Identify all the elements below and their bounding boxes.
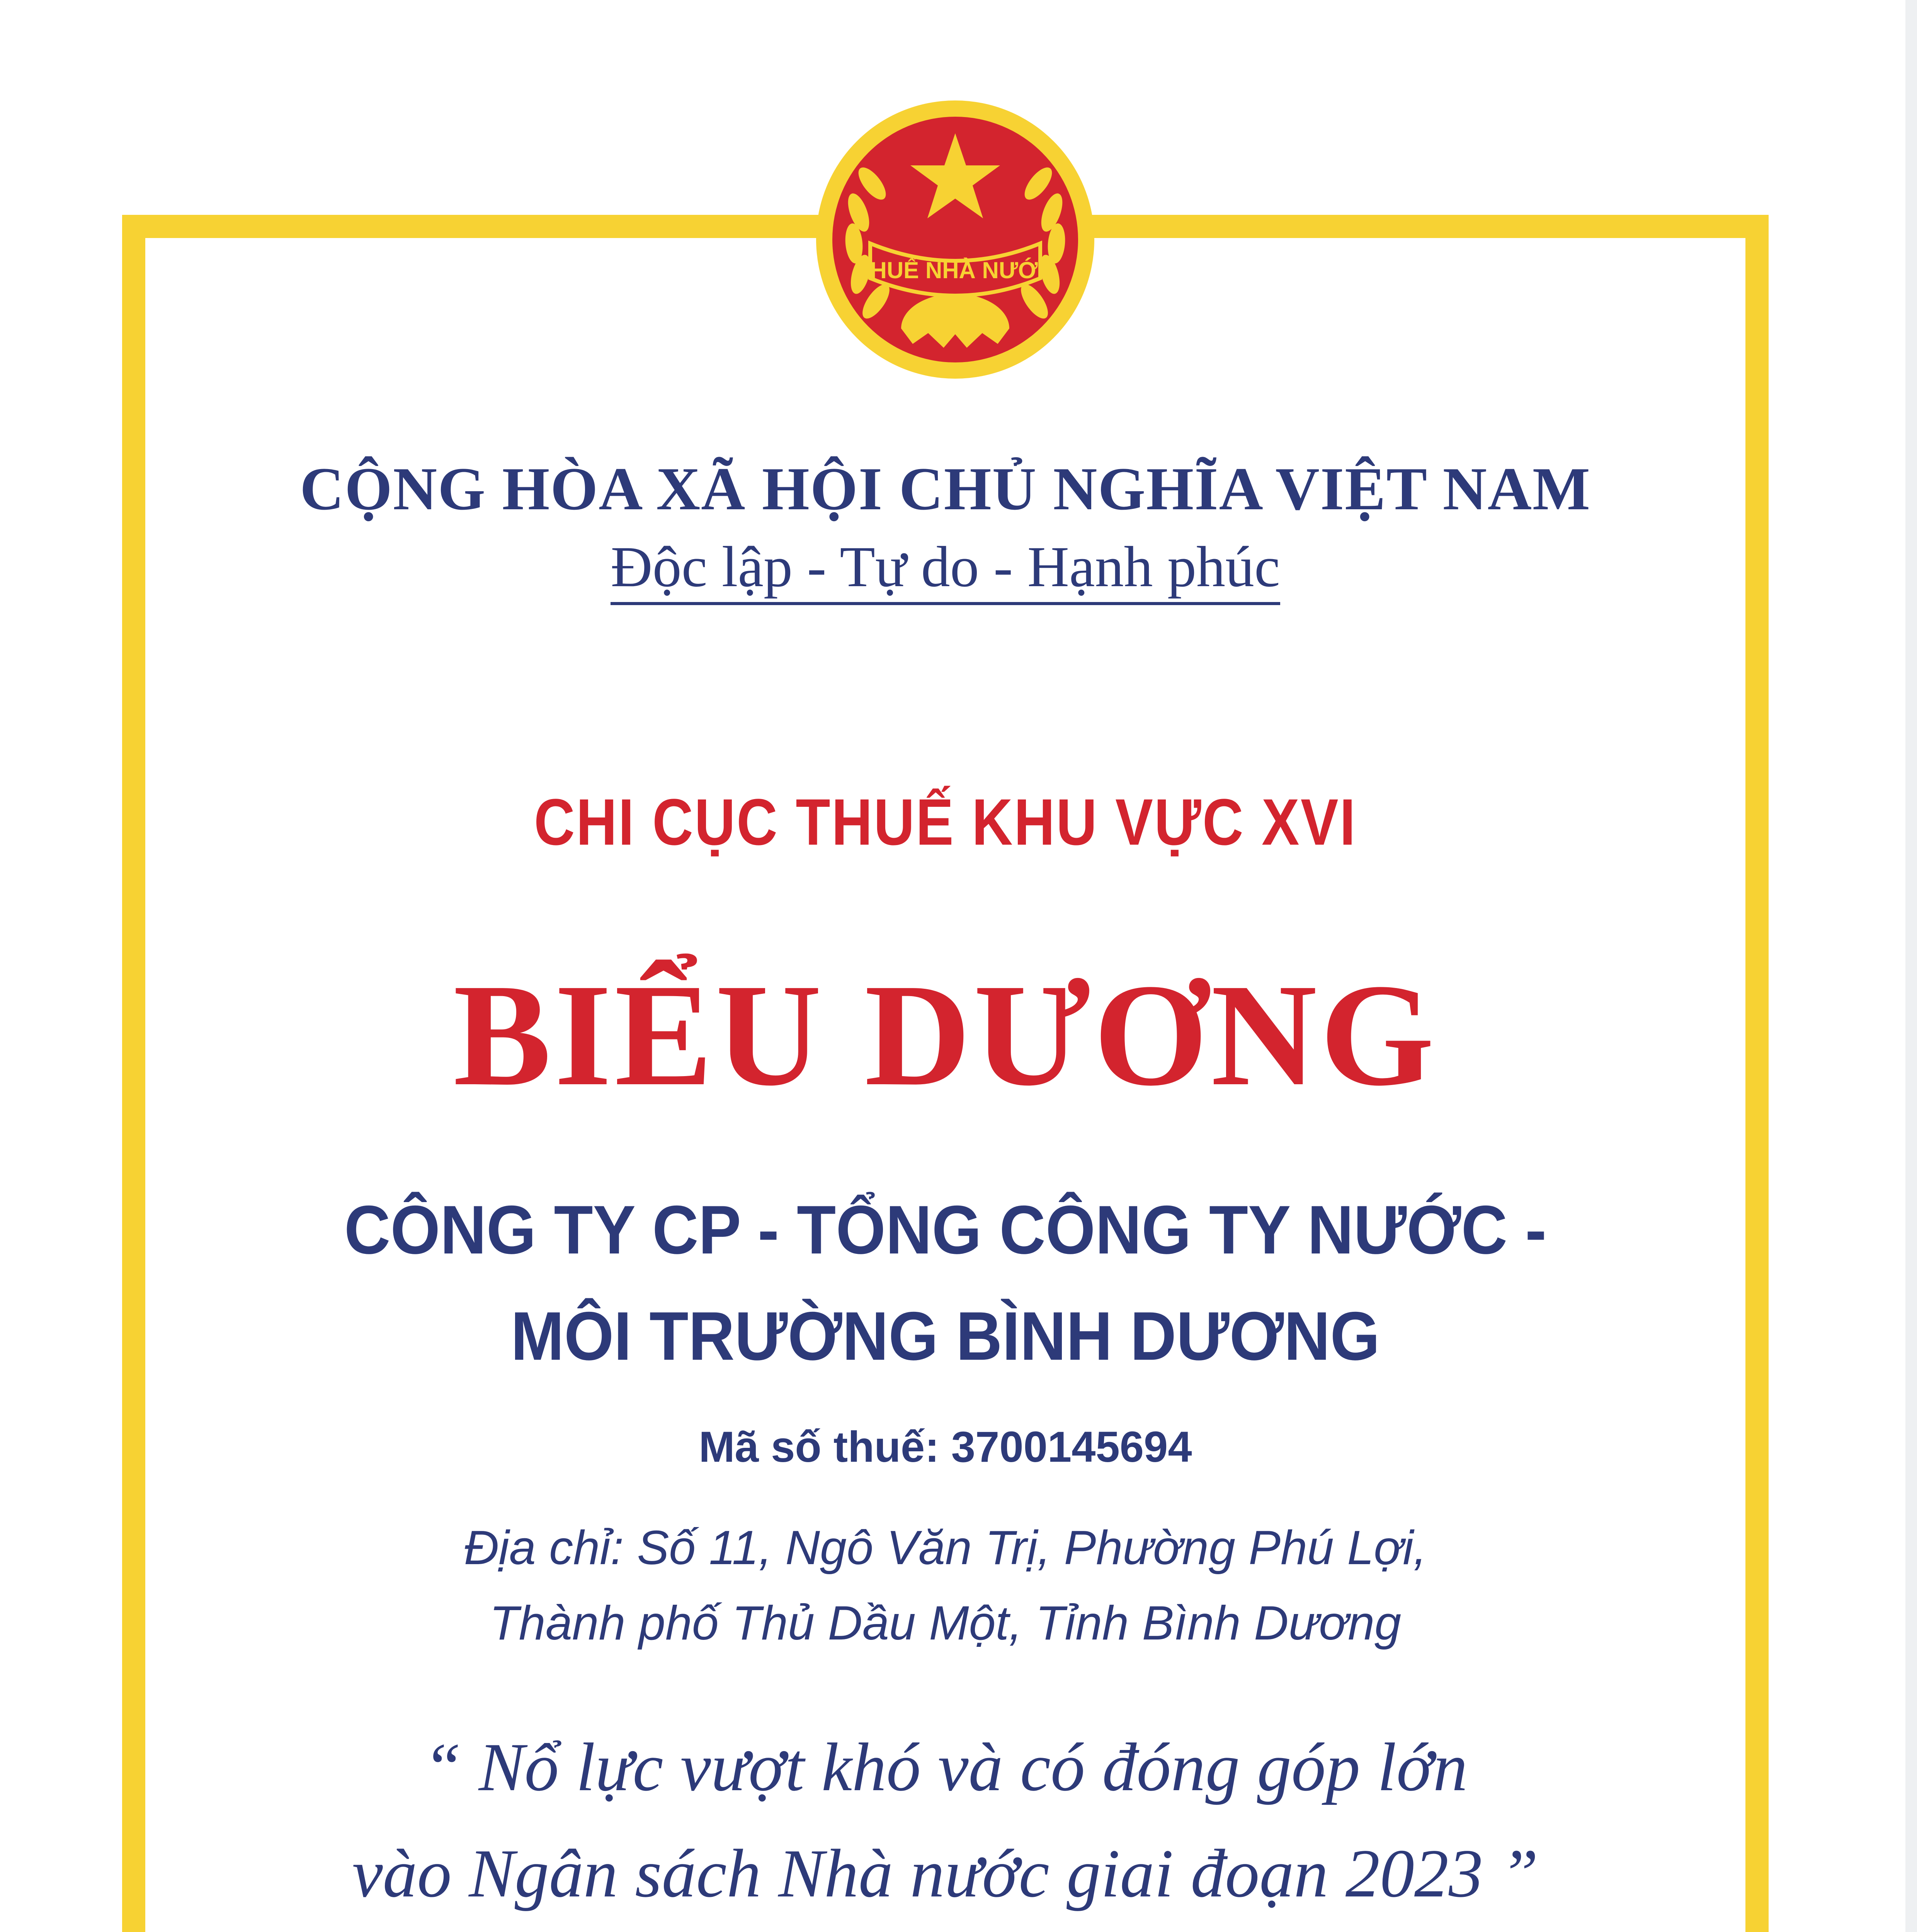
nation-name: CỘNG HÒA XÃ HỘI CHỦ NGHĨA VIỆT NAM <box>299 455 1591 523</box>
page-edge-shadow <box>1905 0 1917 1932</box>
recipient-name-line-2: MÔI TRƯỜNG BÌNH DƯƠNG <box>510 1298 1380 1374</box>
issuing-agency: CHI CỤC THUẾ KHU VỰC XVI <box>534 786 1357 859</box>
citation-line-2: vào Ngân sách Nhà nước giai đoạn 2023 ” <box>352 1835 1539 1912</box>
national-motto: Độc lập - Tự do - Hạnh phúc <box>611 535 1280 605</box>
address-line-2: Thành phố Thủ Dầu Một, Tỉnh Bình Dương <box>489 1597 1402 1650</box>
tax-code: Mã số thuế: 3700145694 <box>699 1423 1192 1471</box>
emblem-text: THUẾ NHÀ NƯỚC <box>856 257 1055 283</box>
motto-wrapper <box>122 535 1769 605</box>
tax-emblem-icon <box>812 97 1098 383</box>
recipient-name-line-1: CÔNG TY CP - TỔNG CÔNG TY NƯỚC - <box>344 1191 1547 1268</box>
citation-line-1: “ Nổ lực vượt khó và có đóng góp lớn <box>423 1729 1468 1805</box>
address-line-1: Địa chỉ: Số 11, Ngô Văn Trị, Phường Phú Lợi, <box>464 1521 1427 1575</box>
certificate-title: BIỂU DƯƠNG <box>453 954 1437 1116</box>
